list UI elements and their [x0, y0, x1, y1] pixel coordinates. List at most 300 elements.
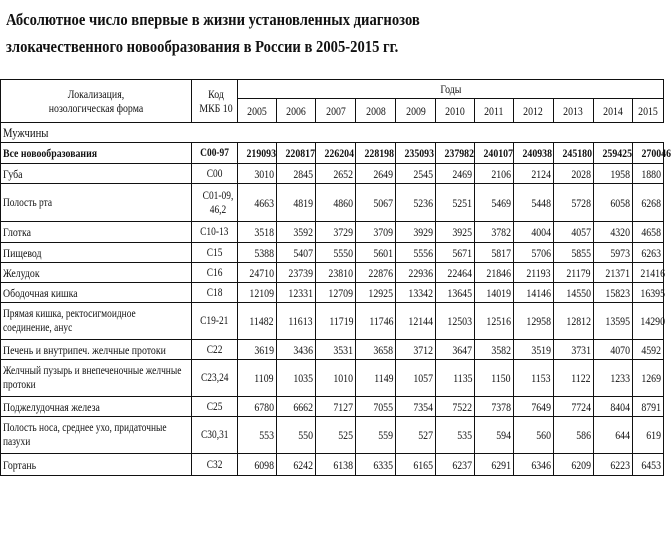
value: 3582 [490, 342, 511, 357]
value-cell [513, 340, 553, 360]
value-cell [513, 143, 553, 164]
year-label: 2007 [325, 103, 346, 118]
table-row [1, 283, 664, 303]
value-cell [475, 222, 513, 243]
value: 550 [298, 428, 313, 442]
value-cell [396, 340, 436, 360]
value-cell [593, 417, 632, 454]
value-cell [315, 417, 355, 454]
value: 527 [418, 428, 434, 442]
value: 13342 [408, 285, 434, 300]
row-name-cell [1, 340, 192, 360]
row-code-cell [192, 417, 237, 454]
row-name-cell [1, 360, 192, 397]
section-label: Мужчины [3, 124, 49, 140]
year-header [513, 99, 553, 123]
value-cell [356, 303, 396, 340]
value-cell [593, 222, 632, 243]
value-cell [436, 397, 475, 417]
value-cell [553, 263, 593, 283]
value-cell [276, 263, 315, 283]
value-cell [475, 454, 513, 476]
value-cell [436, 360, 475, 397]
value-cell [356, 143, 396, 164]
row-name: Гортань [3, 457, 37, 472]
value-cell [436, 283, 475, 303]
value-cell [436, 303, 475, 340]
value-cell [475, 184, 513, 222]
value-cell [593, 143, 632, 164]
row-name-cell [1, 184, 192, 222]
value-cell [436, 340, 475, 360]
value: 7649 [531, 399, 551, 414]
value: 22464 [447, 265, 473, 280]
value: 5973 [610, 245, 630, 260]
value-cell [475, 143, 513, 164]
value: 2545 [413, 166, 434, 181]
value: 5067 [373, 195, 394, 210]
value-cell [276, 164, 315, 184]
value: 4592 [641, 342, 661, 357]
row-code-cell [192, 340, 237, 360]
value: 3519 [531, 342, 551, 357]
table-row [1, 184, 664, 222]
value-cell [237, 454, 276, 476]
value-cell [632, 283, 663, 303]
row-name-cell [1, 222, 192, 243]
value: 22876 [368, 265, 394, 280]
row-name: Пищевод [3, 245, 42, 260]
value-cell [356, 360, 396, 397]
value: 5550 [333, 245, 354, 260]
table-row [1, 303, 664, 340]
value: 5556 [413, 245, 434, 260]
value: 5728 [571, 195, 591, 210]
value: 6237 [452, 457, 473, 472]
value-cell [237, 143, 276, 164]
value-cell [396, 143, 436, 164]
value: 6335 [373, 457, 394, 472]
value: 13645 [447, 285, 473, 300]
value-cell [632, 340, 663, 360]
value: 553 [259, 428, 274, 442]
header-localization [1, 80, 192, 123]
value: 14019 [485, 285, 511, 300]
value: 5388 [254, 245, 274, 260]
value-cell [553, 454, 593, 476]
row-code-cell [192, 303, 237, 340]
value-cell [436, 222, 475, 243]
value: 2845 [293, 166, 313, 181]
value: 22936 [408, 265, 434, 280]
row-code: С32 [206, 458, 223, 471]
value-cell [315, 222, 355, 243]
title-line-1: Абсолютное число впервые в жизни установленных диагнозов [6, 10, 420, 29]
table-row [1, 222, 664, 243]
year-label: 2012 [523, 103, 543, 118]
value: 6662 [293, 399, 313, 414]
value: 5469 [490, 195, 511, 210]
value-cell [237, 340, 276, 360]
row-code: С23,24 [200, 372, 229, 384]
row-name-cell [1, 417, 192, 454]
value: 228198 [364, 146, 395, 160]
value-cell [237, 397, 276, 417]
value-cell [315, 303, 355, 340]
value: 23810 [328, 265, 354, 280]
value: 594 [495, 428, 511, 442]
value: 14550 [566, 285, 591, 300]
value-cell [513, 360, 553, 397]
value: 5855 [571, 245, 591, 260]
year-label: 2005 [246, 103, 267, 118]
row-name-cell [1, 143, 192, 164]
value-cell [593, 360, 632, 397]
value-cell [396, 303, 436, 340]
value: 1035 [293, 371, 313, 385]
value: 12709 [328, 285, 354, 300]
table-row [1, 164, 664, 184]
value: 12812 [566, 314, 591, 328]
value: 4070 [610, 342, 630, 357]
value-cell [632, 184, 663, 222]
value: 5407 [293, 245, 313, 260]
value: 6058 [610, 195, 630, 210]
value: 7522 [452, 399, 473, 414]
value-cell [513, 184, 553, 222]
value: 14290 [640, 314, 665, 328]
row-name-cell [1, 397, 192, 417]
value-cell [436, 243, 475, 263]
value: 21416 [640, 265, 665, 280]
value: 15823 [605, 285, 630, 300]
value-cell [593, 397, 632, 417]
value-cell [436, 143, 475, 164]
value: 21371 [605, 265, 630, 280]
value: 1233 [610, 371, 630, 385]
row-name: Поджелудочная железа [3, 399, 100, 414]
value-cell [475, 360, 513, 397]
value-cell [356, 340, 396, 360]
value: 3712 [413, 342, 434, 357]
value-cell [553, 222, 593, 243]
value: 6098 [254, 457, 274, 472]
value-cell [593, 454, 632, 476]
value-cell [632, 417, 663, 454]
value-cell [396, 222, 436, 243]
row-code-cell [192, 397, 237, 417]
value-cell [553, 417, 593, 454]
value-cell [276, 222, 315, 243]
value-cell [436, 263, 475, 283]
value-cell [475, 263, 513, 283]
value-cell [356, 222, 396, 243]
value: 1149 [373, 371, 394, 385]
value-cell [513, 164, 553, 184]
value-cell [632, 263, 663, 283]
value-cell [276, 143, 315, 164]
header-years [237, 80, 663, 99]
row-code-cell [192, 263, 237, 283]
value: 2028 [571, 166, 591, 181]
value: 3436 [293, 342, 313, 357]
table-row [1, 340, 664, 360]
year-label: 2009 [405, 103, 426, 118]
value: 2652 [333, 166, 354, 181]
value: 1010 [333, 371, 354, 385]
value: 237982 [444, 146, 475, 160]
value-cell [396, 417, 436, 454]
row-code: С30,31 [200, 429, 229, 441]
value: 1958 [610, 166, 630, 181]
value: 4320 [610, 225, 630, 239]
year-header [632, 99, 663, 123]
value: 525 [338, 428, 354, 442]
value: 6453 [641, 457, 661, 472]
value: 2124 [531, 166, 551, 181]
value-cell [593, 303, 632, 340]
value: 1880 [641, 166, 661, 181]
value-cell [593, 243, 632, 263]
value: 3929 [413, 225, 434, 239]
year-header [237, 99, 276, 123]
header-code [192, 80, 237, 123]
row-name-cell [1, 454, 192, 476]
value-cell [356, 397, 396, 417]
value-cell [276, 243, 315, 263]
row-code: С25 [206, 400, 223, 413]
value: 6346 [531, 457, 551, 472]
row-name: Глотка [3, 225, 31, 239]
value: 23739 [288, 265, 313, 280]
value-cell [513, 303, 553, 340]
value: 5251 [452, 195, 473, 210]
row-code: С10-13 [200, 226, 229, 238]
table-row [1, 417, 664, 454]
row-code-cell [192, 283, 237, 303]
value-cell [237, 243, 276, 263]
value-cell [553, 184, 593, 222]
value-cell [237, 164, 276, 184]
row-code: С18 [206, 286, 223, 299]
document-title [6, 6, 556, 60]
value-cell [593, 263, 632, 283]
value-cell [396, 397, 436, 417]
value-cell [475, 164, 513, 184]
value-cell [276, 303, 315, 340]
value: 12144 [408, 314, 434, 328]
value-cell [632, 243, 663, 263]
value-cell [593, 283, 632, 303]
value-cell [436, 417, 475, 454]
value-cell [276, 283, 315, 303]
value-cell [553, 397, 593, 417]
value-cell [356, 184, 396, 222]
value: 7127 [333, 399, 354, 414]
value-cell [436, 454, 475, 476]
row-code: С19-21 [200, 315, 229, 327]
value: 21179 [566, 265, 591, 280]
value-cell [632, 164, 663, 184]
value: 6165 [413, 457, 434, 472]
row-code-cell [192, 184, 237, 222]
row-code-cell [192, 454, 237, 476]
row-code: С22 [206, 343, 223, 356]
value: 11613 [288, 314, 313, 328]
value: 4658 [641, 225, 661, 239]
value-cell [396, 164, 436, 184]
value-cell [315, 263, 355, 283]
value: 619 [646, 428, 661, 442]
value-cell [553, 164, 593, 184]
value: 13595 [605, 314, 630, 328]
value: 21193 [526, 265, 551, 280]
row-code-cell [192, 143, 237, 164]
value-cell [356, 283, 396, 303]
value: 3619 [254, 342, 274, 357]
value-cell [356, 263, 396, 283]
value: 2106 [490, 166, 511, 181]
value-cell [475, 397, 513, 417]
title-line-2: злокачественного новообразования в России в 2005-2015 гг. [6, 37, 399, 56]
table-row [1, 360, 664, 397]
value-cell [276, 454, 315, 476]
row-code: С15 [206, 246, 223, 259]
row-code: С00 [206, 167, 223, 180]
value: 3782 [490, 225, 511, 239]
value: 2649 [373, 166, 394, 181]
row-name: Ободочная кишка [3, 285, 78, 300]
row-code-cell [192, 243, 237, 263]
value: 6242 [293, 457, 313, 472]
value-cell [553, 340, 593, 360]
value: 226204 [324, 146, 354, 160]
value-cell [475, 340, 513, 360]
value: 6291 [490, 457, 511, 472]
value: 8404 [610, 399, 630, 414]
value: 3729 [333, 225, 354, 239]
value-cell [396, 263, 436, 283]
value-cell [315, 243, 355, 263]
value: 21846 [485, 265, 511, 280]
value-cell [315, 397, 355, 417]
year-header [356, 99, 396, 123]
value-cell [593, 340, 632, 360]
value-cell [356, 243, 396, 263]
value: 3658 [373, 342, 394, 357]
section-heading [1, 123, 664, 143]
value: 16395 [640, 285, 665, 300]
value: 5671 [452, 245, 473, 260]
row-code: С00-97 [200, 147, 229, 159]
year-header [593, 99, 632, 123]
year-header [475, 99, 513, 123]
value-cell [237, 283, 276, 303]
row-name: Губа [3, 166, 23, 181]
value: 1122 [571, 371, 591, 385]
value-cell [475, 243, 513, 263]
value-cell [513, 222, 553, 243]
value: 6138 [333, 457, 354, 472]
value-cell [237, 184, 276, 222]
value-cell [237, 303, 276, 340]
value: 6268 [641, 195, 661, 210]
year-header [396, 99, 436, 123]
value: 270046 [641, 146, 671, 160]
value: 11719 [328, 314, 354, 328]
value: 240938 [522, 146, 552, 160]
table-row [1, 243, 664, 263]
value: 1269 [641, 371, 661, 385]
value: 4819 [293, 195, 313, 210]
value: 559 [378, 428, 394, 442]
value-cell [315, 340, 355, 360]
header-localization-label: Локализация, нозологическая форма [48, 87, 144, 115]
value-cell [553, 283, 593, 303]
value: 3592 [293, 225, 313, 239]
value-cell [632, 143, 671, 164]
value-cell [315, 164, 355, 184]
value: 12331 [288, 285, 313, 300]
value: 12925 [368, 285, 394, 300]
statistics-table [0, 79, 671, 476]
value-cell [513, 417, 553, 454]
row-name: Полость носа, среднее ухо, придаточные пазухи [3, 422, 167, 448]
value: 6223 [610, 457, 630, 472]
value-cell [632, 222, 663, 243]
value: 3731 [571, 342, 591, 357]
value: 5706 [531, 245, 551, 260]
value-cell [553, 143, 593, 164]
value: 3925 [452, 225, 473, 239]
row-name: Печень и внутрипеч. желчные протоки [3, 342, 166, 357]
value-cell [315, 360, 355, 397]
row-code-cell [192, 222, 237, 243]
value-cell [315, 283, 355, 303]
value: 219093 [246, 146, 276, 160]
year-label: 2014 [603, 103, 623, 118]
value-cell [593, 184, 632, 222]
value: 3010 [254, 166, 274, 181]
header-code-label: Код МКБ 10 [199, 87, 234, 115]
value: 6263 [641, 245, 661, 260]
value-cell [237, 360, 276, 397]
value: 220817 [285, 146, 315, 160]
year-label: 2015 [638, 103, 658, 118]
value: 5601 [373, 245, 394, 260]
value-cell [632, 397, 663, 417]
value: 24710 [249, 265, 274, 280]
value-cell [436, 184, 475, 222]
value-cell [513, 243, 553, 263]
row-code-cell [192, 164, 237, 184]
value: 4057 [571, 225, 591, 239]
value: 1150 [491, 371, 511, 385]
value: 4663 [254, 195, 274, 210]
value: 644 [615, 428, 630, 442]
row-name-cell [1, 243, 192, 263]
row-name: Полость рта [3, 197, 53, 209]
value: 6209 [571, 457, 591, 472]
value: 1135 [453, 371, 473, 385]
value-cell [632, 360, 663, 397]
value: 12503 [447, 314, 473, 328]
row-code: С01-09, 46,2 [203, 189, 234, 216]
year-header [315, 99, 355, 123]
value-cell [396, 454, 436, 476]
value-cell [315, 184, 355, 222]
value: 235093 [404, 146, 435, 160]
